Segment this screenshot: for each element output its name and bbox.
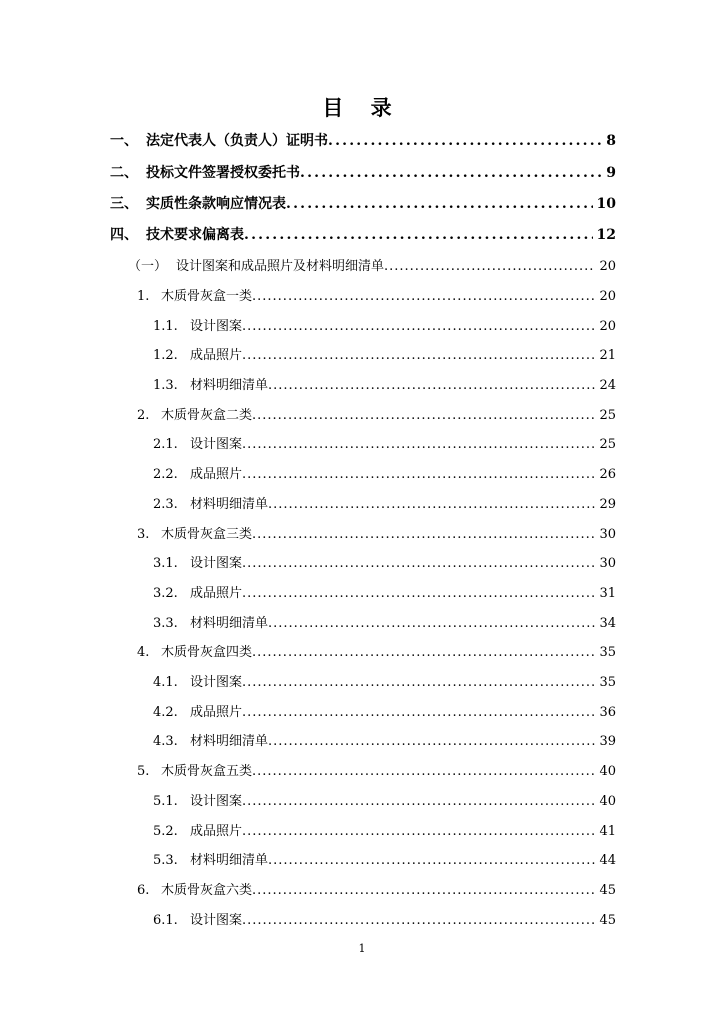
dot-leader	[252, 289, 595, 304]
toc-entry-number: 2.2.	[153, 467, 178, 482]
toc-entry-number: 1.	[137, 289, 150, 304]
toc-entry-number: 6.1.	[153, 913, 178, 928]
toc-entry[interactable]	[137, 879, 616, 898]
toc-entry-page: 25	[599, 437, 616, 452]
dot-leader	[242, 556, 595, 571]
toc-entry-page: 20	[599, 289, 616, 304]
toc-entry[interactable]	[137, 285, 616, 304]
toc-entry-label: 材料明细清单	[190, 734, 269, 749]
toc-entry-page: 39	[599, 734, 616, 749]
dot-leader	[300, 165, 602, 181]
toc-entry-number: 5.	[137, 764, 150, 779]
toc-entry-label: 材料明细清单	[190, 616, 269, 631]
toc-entry[interactable]	[110, 130, 616, 150]
toc-entry-label: 成品照片	[190, 586, 243, 601]
dot-leader	[268, 378, 595, 393]
dot-leader	[244, 227, 593, 243]
toc-entry[interactable]	[153, 344, 616, 363]
toc-entry-page: 34	[599, 616, 616, 631]
toc-entry-label: 木质骨灰盒五类	[161, 764, 253, 779]
toc-entry-number: 4.3.	[153, 734, 178, 749]
dot-leader	[328, 133, 602, 149]
toc-entry-label: 木质骨灰盒一类	[161, 289, 253, 304]
toc-entry-number: 3.	[137, 527, 150, 542]
toc-entry[interactable]	[153, 909, 616, 928]
dot-leader	[242, 437, 595, 452]
toc-entry[interactable]	[110, 162, 616, 182]
toc-entry[interactable]	[110, 193, 616, 213]
toc-entry-page: 10	[596, 196, 616, 212]
toc-entry-number: 四、	[110, 227, 138, 243]
dot-leader	[252, 764, 595, 779]
toc-entry-page: 12	[596, 227, 616, 243]
toc-entry-label: 设计图案	[190, 913, 243, 928]
toc-entry-label: 木质骨灰盒二类	[161, 408, 253, 423]
toc-entry-page: 41	[599, 824, 616, 839]
dot-leader	[242, 824, 595, 839]
toc-entry-number: 5.1.	[153, 794, 178, 809]
toc-entry-number: 5.2.	[153, 824, 178, 839]
toc-entry[interactable]	[153, 374, 616, 393]
toc-entry[interactable]	[137, 404, 616, 423]
toc-entry[interactable]	[153, 463, 616, 482]
toc-entry[interactable]	[137, 760, 616, 779]
toc-entry-number: 2.1.	[153, 437, 178, 452]
toc-entry-page: 35	[599, 645, 616, 660]
dot-leader	[242, 705, 595, 720]
toc-entry-page: 30	[599, 556, 616, 571]
toc-entry[interactable]	[153, 612, 616, 631]
toc-entry-page: 44	[599, 853, 616, 868]
dot-leader	[242, 586, 595, 601]
toc-entry[interactable]	[153, 849, 616, 868]
toc-entry[interactable]	[153, 820, 616, 839]
toc-entry[interactable]	[137, 641, 616, 660]
toc-entry-page: 31	[599, 586, 616, 601]
dot-leader	[268, 853, 595, 868]
toc-entry-label: 成品照片	[190, 467, 243, 482]
toc-entry-page: 20	[599, 319, 616, 334]
toc-entry-label: 法定代表人（负责人）证明书	[146, 133, 328, 149]
toc-entry-page: 40	[599, 764, 616, 779]
toc-entry[interactable]	[153, 582, 616, 601]
toc-entry-number: 6.	[137, 883, 150, 898]
dot-leader	[384, 259, 595, 274]
dot-leader	[286, 196, 593, 212]
toc-entry[interactable]	[153, 493, 616, 512]
toc-entry[interactable]	[137, 523, 616, 542]
dot-leader	[252, 883, 595, 898]
toc-entry-label: 材料明细清单	[190, 378, 269, 393]
toc-entry[interactable]	[153, 730, 616, 749]
toc-entry-page: 40	[599, 794, 616, 809]
dot-leader	[242, 348, 595, 363]
toc-entry-label: 设计图案和成品照片及材料明细清单	[176, 259, 385, 274]
dot-leader	[252, 408, 595, 423]
toc-entry[interactable]	[128, 255, 616, 274]
toc-entry-page: 25	[599, 408, 616, 423]
toc-entry-number: 5.3.	[153, 853, 178, 868]
page-number: 1	[358, 942, 366, 955]
toc-entry-label: 技术要求偏离表	[146, 227, 244, 243]
toc-entry-label: 材料明细清单	[190, 497, 269, 512]
toc-entry-label: 木质骨灰盒六类	[161, 883, 253, 898]
toc-entry-page: 35	[599, 675, 616, 690]
dot-leader	[268, 616, 595, 631]
toc-entry-number: 3.2.	[153, 586, 178, 601]
dot-leader	[242, 467, 595, 482]
toc-entry-label: 成品照片	[190, 824, 243, 839]
toc-entry[interactable]	[153, 552, 616, 571]
toc-entry-label: 设计图案	[190, 437, 243, 452]
toc-entry[interactable]	[153, 671, 616, 690]
toc-entry-label: 设计图案	[190, 556, 243, 571]
toc-entry-page: 20	[599, 259, 616, 274]
toc-entry-label: 设计图案	[190, 794, 243, 809]
toc-entry-number: 1.3.	[153, 378, 178, 393]
toc-entry-page: 36	[599, 705, 616, 720]
dot-leader	[252, 527, 595, 542]
toc-entry-number: 4.2.	[153, 705, 178, 720]
toc-entry-page: 30	[599, 527, 616, 542]
toc-entry-number: 1.2.	[153, 348, 178, 363]
toc-entry-number: 三、	[110, 196, 138, 212]
toc-entry-label: 投标文件签署授权委托书	[146, 165, 300, 181]
toc-entry-number: 二、	[110, 165, 138, 181]
toc-entry[interactable]	[110, 224, 616, 244]
toc-entry-number: 3.1.	[153, 556, 178, 571]
toc-entry[interactable]	[153, 315, 616, 334]
toc-entry[interactable]	[153, 790, 616, 809]
toc-entry-number: 4.	[137, 645, 150, 660]
toc-entry-number: 2.3.	[153, 497, 178, 512]
toc-title: 目 录	[322, 95, 402, 120]
toc-entry-number: 2.	[137, 408, 150, 423]
toc-entry-page: 8	[606, 133, 616, 149]
toc-entry-number: 4.1.	[153, 675, 178, 690]
toc-entry-label: 设计图案	[190, 319, 243, 334]
toc-entry-page: 45	[599, 883, 616, 898]
toc-entry-label: 成品照片	[190, 348, 243, 363]
toc-entry-page: 45	[599, 913, 616, 928]
toc-entry-number: 一、	[110, 133, 138, 149]
toc-entry-label: 成品照片	[190, 705, 243, 720]
toc-entry-number: 1.1.	[153, 319, 178, 334]
toc-entry-label: 材料明细清单	[190, 853, 269, 868]
dot-leader	[242, 675, 595, 690]
dot-leader	[242, 794, 595, 809]
toc-entry-page: 21	[599, 348, 616, 363]
toc-entry-label: 木质骨灰盒四类	[161, 645, 253, 660]
toc-entry-label: 设计图案	[190, 675, 243, 690]
toc-entry-page: 26	[599, 467, 616, 482]
dot-leader	[268, 734, 595, 749]
toc-entry-number: 3.3.	[153, 616, 178, 631]
toc-entry-label: 实质性条款响应情况表	[146, 196, 286, 212]
dot-leader	[242, 913, 595, 928]
dot-leader	[252, 645, 595, 660]
dot-leader	[268, 497, 595, 512]
toc-entry[interactable]	[153, 433, 616, 452]
toc-entry-page: 9	[606, 165, 616, 181]
toc-entry[interactable]	[153, 701, 616, 720]
dot-leader	[242, 319, 595, 334]
toc-entry-page: 29	[599, 497, 616, 512]
toc-entry-number: （一）	[128, 259, 168, 274]
toc-entry-label: 木质骨灰盒三类	[161, 527, 253, 542]
toc-entry-page: 24	[599, 378, 616, 393]
